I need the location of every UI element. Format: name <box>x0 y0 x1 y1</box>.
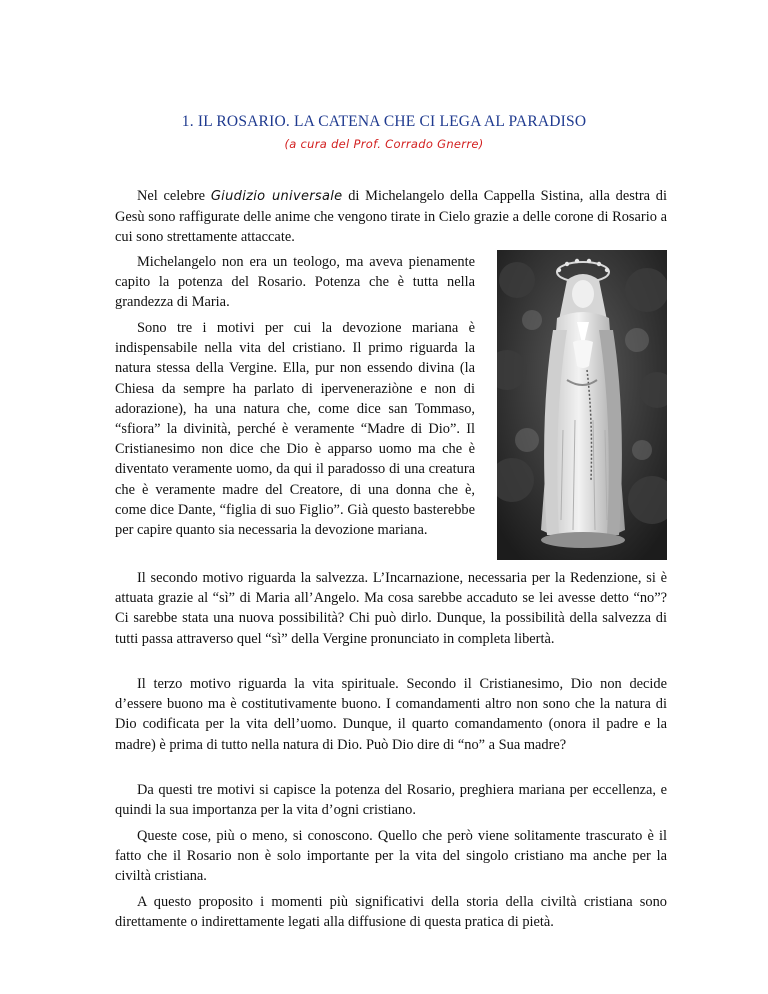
section-title: 1. IL ROSARIO. LA CATENA CHE CI LEGA AL PARADISO <box>181 113 587 130</box>
paragraph-1-start: Nel celebre <box>137 188 211 204</box>
paragraph-8 <box>115 892 667 932</box>
paragraph-7-text: Queste cose, più o meno, si conoscono. Quello che però viene solitamente trascurato è il fatto che il Rosario non è solo importante per la vita del singolo cristiano ma anche per la civiltà cristiana. <box>115 828 667 885</box>
paragraph-4-text: Il secondo motivo riguarda la salvezza. L’Incarnazione, necessaria per la Redenzione, si è attuata grazie al “sì” di Maria all’Angelo. Ma cosa sarebbe accaduto se lei avesse detto “no”? Ci sarebbe stata una nuova possibilità? Chi può dirlo. Dunque, la possibilità della salvezza di tutti passa attraverso quel “sì” della Vergine pronunciato in completa libertà. <box>115 570 667 647</box>
paragraph-1-end: di Michelangelo della Cappella Sistina, alla destra di Gesù sono raffigurate delle anime che vengono tirate in Cielo grazie a delle corone di Rosario a cui sono strettamente attaccate. <box>115 188 667 246</box>
paragraph-6 <box>115 780 667 820</box>
paragraph-2-text: Michelangelo non era un teologo, ma aveva pienamente capito la potenza del Rosario. Potenza che è tutta nella grandezza di Maria. <box>115 254 475 311</box>
paragraph-5-text: Il terzo motivo riguarda la vita spirituale. Secondo il Cristianesimo, Dio non decide d’essere buono ma è costitutivamente buono. I comandamenti altro non sono che la natura di Dio codificata per la vita dell’uomo. Dunque, il quarto comandamento (onora il padre e la madre) è prima di tutto nella natura di Dio. Può Dio dire di “no” a Sua madre? <box>115 676 667 753</box>
paragraph-2 <box>115 252 475 313</box>
author-subtitle: (a cura del Prof. Corrado Gnerre) <box>284 137 484 151</box>
paragraph-8-text: A questo proposito i momenti più significativi della storia della civiltà cristiana sono direttamente o indirettamente legati alla diffusione di questa pratica di pietà. <box>115 894 667 931</box>
paragraph-1 <box>115 186 667 248</box>
paragraph-4 <box>115 568 667 649</box>
madonna-statue-photo <box>497 250 667 560</box>
paragraph-6-text: Da questi tre motivi si capisce la potenza del Rosario, preghiera mariana per eccellenza, e quindi la sua importanza per la vita d’ogni cristiano. <box>115 782 667 819</box>
paragraph-3 <box>115 318 475 540</box>
artwork-title: Giudizio universale <box>210 189 343 204</box>
paragraph-5 <box>115 674 667 755</box>
paragraph-7 <box>115 826 667 887</box>
paragraph-3-text: Sono tre i motivi per cui la devozione mariana è indispensabile nella vita del cristiano. Il primo riguarda la natura stessa della Vergine. Ella, pur non essendo divina (la Chiesa da sempre ha parlato di iperveneraziòne e non di adorazione), ha una natura che, come dice san Tommaso, “sfiora” la divinità, perché è veramente “Madre di Dio”. Il Cristianesimo non dice che Dio è apparso uomo ma che è diventato veramente uomo, da qui il paradosso di una creatura che è veramente madre del Creatore, di una donna che è, come dice Dante, “figlia di suo Figlio”. Già questo basterebbe per capire quanto sia necessaria la devozione mariana. <box>115 320 475 539</box>
